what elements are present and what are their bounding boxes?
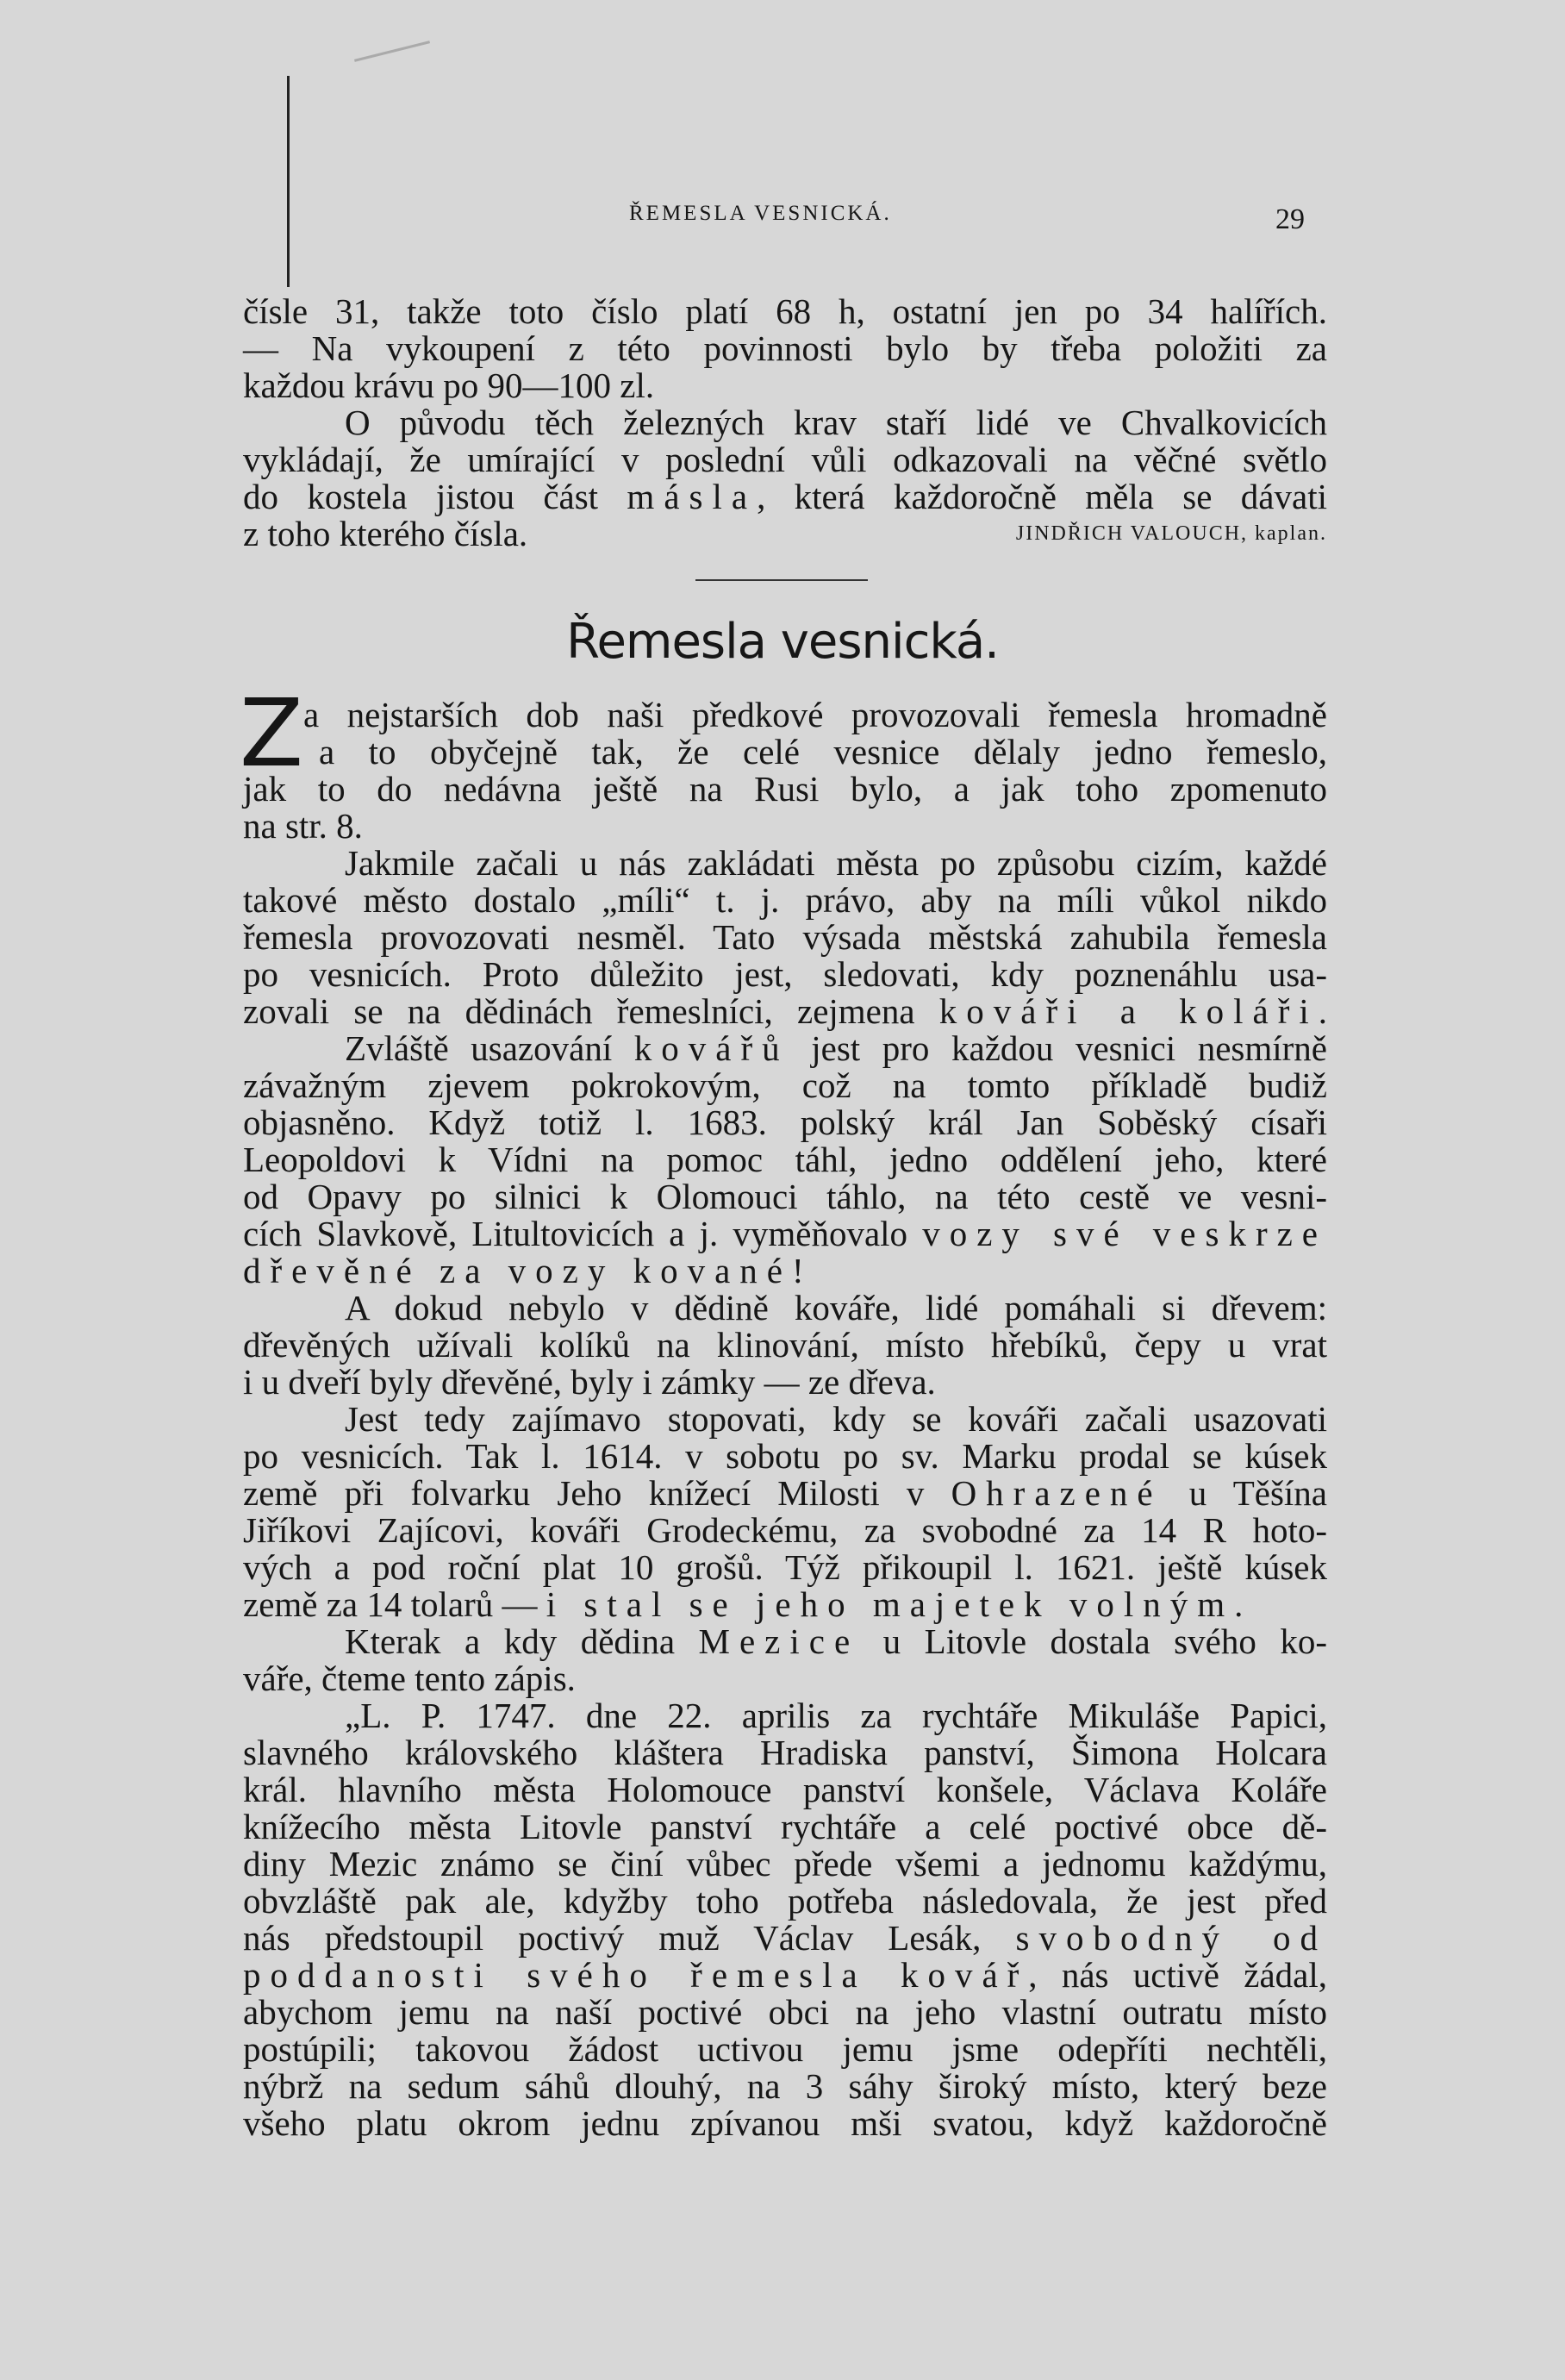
article-title: Řemesla vesnická. [566,614,999,670]
text-line: váře, čteme tento zápis. [243,1659,576,1698]
text-line: nás předstoupil poctivý muž Václav Lesák, svobodný od [243,1918,1327,1958]
text-line: země při folvarku Jeho knížecí Milosti v Ohrazené u Těšína [243,1473,1327,1513]
text-line: vých a pod roční plat 10 grošů. Týž přikoupil l. 1621. ještě kúsek [243,1547,1327,1587]
text-line: čísle 31, takže toto číslo platí 68 h, ostatní jen po 34 halířích. [243,291,1327,331]
text-line: závažným zjevem pokrokovým, což na tomto příkladě budiž [243,1065,1327,1105]
spaced-emphasis: másla [627,477,758,516]
text-line: po vesnicích. Tak l. 1614. v sobotu po sv. Marku prodal se kúsek [243,1436,1327,1476]
spaced-emphasis: dřevěné za vozy kované [243,1251,792,1290]
text-line: Zvláště usazování kovářů jest pro každou vesnici nesmírně [345,1028,1327,1068]
text-line: jak to do nedávna ještě na Rusi bylo, a jak toho zpomenuto [243,769,1327,809]
text-line: Leopoldovi k Vídni na pomoc táhl, jedno oddělení jeho, které [243,1140,1327,1179]
text-line: od Opavy po silnici k Olomouci táhlo, na této cestě ve vesni- [243,1177,1327,1216]
author-signature: JINDŘICH VALOUCH, kaplan. [1015,522,1327,545]
spaced-emphasis: poddanosti svého řemesla kovář [243,1955,1029,1995]
text-line: do kostela jistou část másla, která každoročně měla se dávati [243,477,1327,516]
text-line: — Na vykoupení z této povinnosti bylo by třeba položiti za [243,328,1327,368]
text-line: knížecího města Litovle panství rychtáře a celé poctivé obce dě- [243,1807,1327,1846]
text-line: dřevěných užívali kolíků na klinování, místo hřebíků, čepy u vrat [243,1325,1327,1365]
text-line: Jiříkovi Zajícovi, kováři Grodeckému, za svobodné za 14 R hoto- [243,1510,1327,1550]
spaced-emphasis: Ohrazené [951,1473,1163,1513]
running-head: ŘEMESLA VESNICKÁ. [629,202,892,225]
drop-cap: Z [240,680,303,788]
text-line: postúpili; takovou žádost uctivou jemu jsme odepříti nechtěli, [243,2029,1327,2069]
page-edge-mark [354,41,430,62]
text-line: cích Slavkově, Litultovicích a j. vyměňovalo vozy své veskrze [243,1214,1327,1253]
text-line: takové město dostalo „míli“ t. j. právo, aby na míli vůkol nikdo [243,880,1327,920]
text-line: Jest tedy zajímavo stopovati, kdy se kováři začali usazovati [345,1399,1327,1439]
text-line: po vesnicích. Proto důležito jest, sledovati, kdy poznenáhlu usa- [243,954,1327,994]
text-line: zovali se na dědinách řemeslníci, zejmena kováři a koláři. [243,991,1327,1031]
previous-article [243,293,1327,553]
text-line: dřevěné za vozy kované! [243,1251,804,1290]
page-number: 29 [1275,203,1305,235]
spaced-emphasis: i stal se jeho majetek volným [546,1584,1235,1624]
text-line: objasněno. Když totiž l. 1683. polský král Jan Soběský císaři [243,1103,1327,1142]
text-line: každou krávu po 90—100 zl. [243,365,655,405]
text-line: král. hlavního města Holomouce panství konšele, Václava Koláře [243,1770,1327,1809]
text-line: slavného královského kláštera Hradiska panství, Šimona Holcara [243,1733,1327,1772]
text-line: a to obyčejně tak, že celé vesnice dělaly jedno řemeslo, [319,732,1327,771]
text-line: O původu těch železných krav staří lidé ve Chvalkovicích [345,403,1327,442]
section-divider [695,579,868,581]
text-line: všeho platu okrom jednu zpívanou mši svatou, když každoročně [243,2103,1327,2143]
text-line: z toho kterého čísla. JINDŘICH VALOUCH, kaplan. [243,514,1327,553]
text-line: poddanosti svého řemesla kovář, nás uctivě žádal, [243,1955,1327,1995]
spaced-emphasis: kovářů [633,1028,789,1068]
text-line: vykládají, že umírající v poslední vůli odkazovali na věčné světlo [243,440,1327,479]
spaced-emphasis: svobodný od [1015,1918,1327,1958]
spaced-emphasis: kováři a koláři [938,991,1319,1031]
text-line: „L. P. 1747. dne 22. aprilis za rychtáře Mikuláše Papici, [345,1696,1327,1735]
spaced-emphasis: Mezice [698,1621,860,1661]
article-body [243,697,1327,2142]
text-line: Kterak a kdy dědina Mezice u Litovle dostala svého ko- [345,1621,1327,1661]
text-line: nýbrž na sedum sáhů dlouhý, na 3 sáhy široký místo, který beze [243,2066,1327,2106]
text-line: i u dveří byly dřevěné, byly i zámky — ze dřeva. [243,1362,936,1402]
text-line: na str. 8. [243,806,363,846]
page-edge-line [287,76,290,287]
spaced-emphasis: vozy své veskrze [922,1214,1327,1253]
text-line: obvzláště pak ale, kdyžby toho potřeba následovala, že jest před [243,1881,1327,1921]
text-line: abychom jemu na naší poctivé obci na jeho vlastní outratu místo [243,1992,1327,2032]
text-line: Jakmile začali u nás zakládati města po způsobu cizím, každé [345,843,1327,883]
text-line: země za 14 tolarů — i stal se jeho majetek volným. [243,1584,1244,1624]
text-line: a nejstarších dob naši předkové provozovali řemesla hromadně [303,695,1327,734]
text-line: řemesla provozovati nesměl. Tato výsada městská zahubila řemesla [243,917,1327,957]
text-line: diny Mezic známo se činí vůbec přede všemi a jednomu každýmu, [243,1844,1327,1883]
text-line: A dokud nebylo v dědině kováře, lidé pomáhali si dřevem: [345,1288,1327,1327]
